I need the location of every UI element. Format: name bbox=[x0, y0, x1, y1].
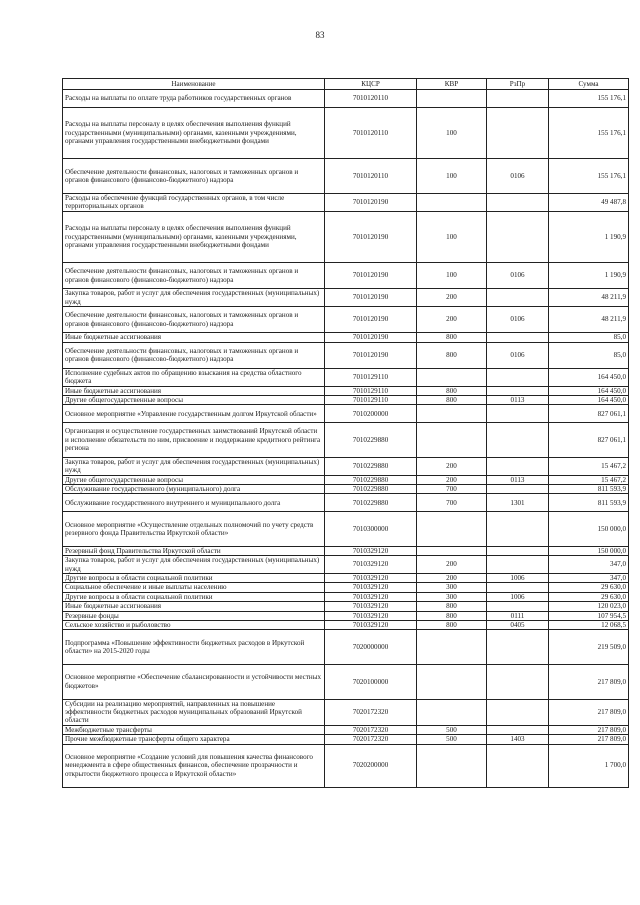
cell-sum: 48 211,9 bbox=[549, 306, 629, 332]
cell-name: Другие общегосударственные вопросы bbox=[63, 395, 325, 404]
table-row bbox=[63, 485, 629, 494]
cell-kcsr: 7010329120 bbox=[325, 583, 417, 592]
cell-kvr: 100 bbox=[417, 107, 487, 158]
table-row bbox=[63, 475, 629, 484]
table-row bbox=[63, 306, 629, 332]
cell-name: Расходы на выплаты по оплате труда работников государственных органов bbox=[63, 90, 325, 108]
cell-rzpr bbox=[487, 457, 549, 475]
cell-sum: 827 061,1 bbox=[549, 405, 629, 423]
cell-kcsr: 7010329120 bbox=[325, 556, 417, 574]
cell-rzpr bbox=[487, 289, 549, 307]
cell-name: Обеспечение деятельности финансовых, налоговых и таможенных органов и органов финансового (финансово-бюджетного) надзора bbox=[63, 342, 325, 368]
cell-sum: 811 593,9 bbox=[549, 494, 629, 512]
cell-rzpr: 1006 bbox=[487, 592, 549, 601]
cell-rzpr bbox=[487, 744, 549, 787]
cell-rzpr bbox=[487, 405, 549, 423]
cell-kcsr: 7010229880 bbox=[325, 457, 417, 475]
cell-kvr: 200 bbox=[417, 574, 487, 583]
cell-kvr: 300 bbox=[417, 583, 487, 592]
cell-kcsr: 7010329120 bbox=[325, 602, 417, 611]
cell-sum: 1 700,0 bbox=[549, 744, 629, 787]
cell-kvr: 800 bbox=[417, 395, 487, 404]
table-row bbox=[63, 289, 629, 307]
cell-sum: 85,0 bbox=[549, 342, 629, 368]
cell-name: Другие вопросы в области социальной политики bbox=[63, 592, 325, 601]
cell-rzpr bbox=[487, 699, 549, 725]
cell-sum: 164 450,0 bbox=[549, 368, 629, 386]
cell-kvr bbox=[417, 193, 487, 211]
cell-kcsr: 7010120190 bbox=[325, 289, 417, 307]
table-row bbox=[63, 735, 629, 744]
table-row bbox=[63, 457, 629, 475]
cell-name: Обеспечение деятельности финансовых, налоговых и таможенных органов и органов финансового (финансово-бюджетного) надзора bbox=[63, 159, 325, 194]
cell-name: Основное мероприятие «Создание условий для повышения качества финансового менеджмента в сфере общественных финансов, обеспечение прозрачности и открытости бюджетного процесса в Иркутской области» bbox=[63, 744, 325, 787]
cell-kvr bbox=[417, 744, 487, 787]
table-row bbox=[63, 583, 629, 592]
cell-kvr bbox=[417, 90, 487, 108]
cell-kvr bbox=[417, 405, 487, 423]
cell-kcsr: 7020100000 bbox=[325, 665, 417, 700]
cell-name: Резервные фонды bbox=[63, 611, 325, 620]
cell-sum: 49 487,8 bbox=[549, 193, 629, 211]
cell-name: Прочие межбюджетные трансферты общего характера bbox=[63, 735, 325, 744]
cell-sum: 347,0 bbox=[549, 556, 629, 574]
table-row bbox=[63, 107, 629, 158]
header-sum: Сумма bbox=[549, 79, 629, 90]
table-row bbox=[63, 602, 629, 611]
cell-kvr bbox=[417, 423, 487, 458]
cell-kcsr: 7010129110 bbox=[325, 386, 417, 395]
cell-name: Сельское хозяйство и рыболовство bbox=[63, 621, 325, 630]
cell-sum: 155 176,1 bbox=[549, 90, 629, 108]
cell-kcsr: 7010329120 bbox=[325, 621, 417, 630]
cell-kvr bbox=[417, 630, 487, 665]
table-row bbox=[63, 611, 629, 620]
cell-rzpr bbox=[487, 423, 549, 458]
cell-kvr bbox=[417, 665, 487, 700]
cell-sum: 150 000,0 bbox=[549, 512, 629, 547]
table-row bbox=[63, 574, 629, 583]
cell-kcsr: 7010329120 bbox=[325, 592, 417, 601]
cell-sum: 12 068,5 bbox=[549, 621, 629, 630]
cell-rzpr: 0106 bbox=[487, 306, 549, 332]
cell-rzpr bbox=[487, 556, 549, 574]
cell-kcsr: 7010120190 bbox=[325, 342, 417, 368]
cell-name: Обслуживание государственного внутреннего и муниципального долга bbox=[63, 494, 325, 512]
table-row bbox=[63, 630, 629, 665]
cell-sum: 827 061,1 bbox=[549, 423, 629, 458]
cell-rzpr bbox=[487, 368, 549, 386]
cell-sum: 217 809,0 bbox=[549, 735, 629, 744]
cell-kcsr: 7010120110 bbox=[325, 107, 417, 158]
cell-kcsr: 7010329120 bbox=[325, 546, 417, 555]
cell-kvr: 200 bbox=[417, 289, 487, 307]
cell-rzpr bbox=[487, 602, 549, 611]
cell-rzpr: 0106 bbox=[487, 342, 549, 368]
cell-kcsr: 7010229880 bbox=[325, 485, 417, 494]
cell-kcsr: 7020000000 bbox=[325, 630, 417, 665]
cell-sum: 150 000,0 bbox=[549, 546, 629, 555]
cell-sum: 164 450,0 bbox=[549, 386, 629, 395]
cell-name: Иные бюджетные ассигнования bbox=[63, 333, 325, 342]
table-row bbox=[63, 699, 629, 725]
cell-kvr: 800 bbox=[417, 342, 487, 368]
table-row bbox=[63, 592, 629, 601]
cell-rzpr bbox=[487, 90, 549, 108]
cell-name: Закупка товаров, работ и услуг для обеспечения государственных (муниципальных) нужд bbox=[63, 556, 325, 574]
cell-sum: 155 176,1 bbox=[549, 107, 629, 158]
cell-kvr bbox=[417, 546, 487, 555]
cell-kvr: 800 bbox=[417, 621, 487, 630]
cell-kvr bbox=[417, 699, 487, 725]
cell-sum: 85,0 bbox=[549, 333, 629, 342]
cell-rzpr bbox=[487, 107, 549, 158]
cell-rzpr: 0113 bbox=[487, 395, 549, 404]
table-row bbox=[63, 494, 629, 512]
cell-rzpr bbox=[487, 386, 549, 395]
cell-name: Социальное обеспечение и иные выплаты населению bbox=[63, 583, 325, 592]
cell-kvr: 100 bbox=[417, 159, 487, 194]
cell-kcsr: 7020200000 bbox=[325, 744, 417, 787]
cell-name: Субсидии на реализацию мероприятий, направленных на повышение эффективности бюджетных расходов муниципальных образований Иркутской области bbox=[63, 699, 325, 725]
cell-sum: 107 954,5 bbox=[549, 611, 629, 620]
cell-name: Основное мероприятие «Обеспечение сбалансированности и устойчивости местных бюджетов» bbox=[63, 665, 325, 700]
cell-name: Другие общегосударственные вопросы bbox=[63, 475, 325, 484]
cell-name: Расходы на выплаты персоналу в целях обеспечения выполнения функций государственными (муниципальными) органами, казенными учреждениями, органами управления государственными внебюджетными фондами bbox=[63, 211, 325, 262]
cell-kvr: 200 bbox=[417, 475, 487, 484]
cell-sum: 219 509,0 bbox=[549, 630, 629, 665]
table-row bbox=[63, 211, 629, 262]
table-row bbox=[63, 159, 629, 194]
cell-rzpr bbox=[487, 193, 549, 211]
cell-sum: 29 630,0 bbox=[549, 592, 629, 601]
cell-rzpr: 1006 bbox=[487, 574, 549, 583]
table-row bbox=[63, 193, 629, 211]
cell-name: Межбюджетные трансферты bbox=[63, 725, 325, 734]
cell-name: Другие вопросы в области социальной политики bbox=[63, 574, 325, 583]
cell-kcsr: 7010300000 bbox=[325, 512, 417, 547]
cell-name: Обеспечение деятельности финансовых, налоговых и таможенных органов и органов финансового (финансово-бюджетного) надзора bbox=[63, 262, 325, 288]
cell-rzpr bbox=[487, 485, 549, 494]
table-row bbox=[63, 665, 629, 700]
cell-kvr: 800 bbox=[417, 333, 487, 342]
header-name: Наименование bbox=[63, 79, 325, 90]
cell-kvr: 700 bbox=[417, 494, 487, 512]
table-row bbox=[63, 262, 629, 288]
table-row bbox=[63, 744, 629, 787]
cell-rzpr: 1301 bbox=[487, 494, 549, 512]
cell-kcsr: 7010120190 bbox=[325, 262, 417, 288]
cell-rzpr bbox=[487, 630, 549, 665]
cell-rzpr bbox=[487, 211, 549, 262]
cell-kvr: 500 bbox=[417, 735, 487, 744]
cell-sum: 811 593,9 bbox=[549, 485, 629, 494]
cell-kvr bbox=[417, 368, 487, 386]
cell-kvr: 800 bbox=[417, 611, 487, 620]
cell-rzpr: 0106 bbox=[487, 159, 549, 194]
cell-kcsr: 7010329120 bbox=[325, 611, 417, 620]
cell-rzpr: 0111 bbox=[487, 611, 549, 620]
table-row bbox=[63, 395, 629, 404]
cell-name: Обеспечение деятельности финансовых, налоговых и таможенных органов и органов финансового (финансово-бюджетного) надзора bbox=[63, 306, 325, 332]
cell-sum: 155 176,1 bbox=[549, 159, 629, 194]
table-row bbox=[63, 90, 629, 108]
page-number: 83 bbox=[315, 30, 325, 40]
cell-name: Иные бюджетные ассигнования bbox=[63, 386, 325, 395]
table-row bbox=[63, 405, 629, 423]
cell-rzpr: 0106 bbox=[487, 262, 549, 288]
table-row bbox=[63, 546, 629, 555]
cell-name: Закупка товаров, работ и услуг для обеспечения государственных (муниципальных) нужд bbox=[63, 289, 325, 307]
cell-rzpr bbox=[487, 583, 549, 592]
cell-sum: 347,0 bbox=[549, 574, 629, 583]
cell-rzpr bbox=[487, 665, 549, 700]
table-row bbox=[63, 386, 629, 395]
cell-kcsr: 7010120190 bbox=[325, 211, 417, 262]
cell-kvr: 800 bbox=[417, 602, 487, 611]
table-row bbox=[63, 725, 629, 734]
cell-kvr bbox=[417, 512, 487, 547]
table-row bbox=[63, 368, 629, 386]
cell-name: Иные бюджетные ассигнования bbox=[63, 602, 325, 611]
table-row bbox=[63, 423, 629, 458]
table-body bbox=[63, 90, 629, 788]
cell-name: Основное мероприятие «Управление государственным долгом Иркутской области» bbox=[63, 405, 325, 423]
cell-kcsr: 7020172320 bbox=[325, 699, 417, 725]
cell-kcsr: 7010120190 bbox=[325, 333, 417, 342]
cell-kcsr: 7010120190 bbox=[325, 306, 417, 332]
cell-kcsr: 7010229880 bbox=[325, 475, 417, 484]
cell-kcsr: 7010329120 bbox=[325, 574, 417, 583]
cell-name: Подпрограмма «Повышение эффективности бюджетных расходов в Иркутской области» на 2015-2020 годы bbox=[63, 630, 325, 665]
cell-rzpr: 0113 bbox=[487, 475, 549, 484]
cell-rzpr bbox=[487, 512, 549, 547]
cell-name: Расходы на выплаты персоналу в целях обеспечения выполнения функций государственными (муниципальными) органами, казенными учреждениями, органами управления государственными внебюджетными фондами bbox=[63, 107, 325, 158]
cell-kvr: 700 bbox=[417, 485, 487, 494]
cell-kcsr: 7010120110 bbox=[325, 90, 417, 108]
cell-name: Расходы на обеспечение функций государственных органов, в том числе территориальных органов bbox=[63, 193, 325, 211]
cell-kvr: 200 bbox=[417, 306, 487, 332]
cell-kvr: 100 bbox=[417, 211, 487, 262]
cell-kvr: 200 bbox=[417, 556, 487, 574]
cell-sum: 217 809,0 bbox=[549, 725, 629, 734]
cell-sum: 29 630,0 bbox=[549, 583, 629, 592]
cell-name: Основное мероприятие «Осуществление отдельных полномочий по учету средств резервного фонда Правительства Иркутской области» bbox=[63, 512, 325, 547]
cell-kcsr: 7010120110 bbox=[325, 159, 417, 194]
cell-sum: 164 450,0 bbox=[549, 395, 629, 404]
cell-kcsr: 7010200000 bbox=[325, 405, 417, 423]
cell-rzpr bbox=[487, 725, 549, 734]
header-kvr: КВР bbox=[417, 79, 487, 90]
cell-sum: 217 809,0 bbox=[549, 665, 629, 700]
cell-kvr: 800 bbox=[417, 386, 487, 395]
cell-sum: 48 211,9 bbox=[549, 289, 629, 307]
cell-kcsr: 7010129110 bbox=[325, 368, 417, 386]
cell-kcsr: 7010120190 bbox=[325, 193, 417, 211]
cell-kcsr: 7010129110 bbox=[325, 395, 417, 404]
cell-name: Организация и осуществление государственных заимствований Иркутской области и исполнение обязательств по ним, присвоение и поддержание кредитного рейтинга региона bbox=[63, 423, 325, 458]
cell-rzpr: 0405 bbox=[487, 621, 549, 630]
cell-kvr: 100 bbox=[417, 262, 487, 288]
cell-kvr: 500 bbox=[417, 725, 487, 734]
cell-sum: 1 190,9 bbox=[549, 211, 629, 262]
table-row bbox=[63, 342, 629, 368]
cell-kcsr: 7010229880 bbox=[325, 494, 417, 512]
table-row bbox=[63, 333, 629, 342]
cell-kcsr: 7010229880 bbox=[325, 423, 417, 458]
cell-kvr: 300 bbox=[417, 592, 487, 601]
cell-kvr: 200 bbox=[417, 457, 487, 475]
cell-kcsr: 7020172320 bbox=[325, 725, 417, 734]
table-row bbox=[63, 556, 629, 574]
cell-rzpr bbox=[487, 546, 549, 555]
cell-name: Резервный фонд Правительства Иркутской области bbox=[63, 546, 325, 555]
cell-sum: 15 467,2 bbox=[549, 475, 629, 484]
table-header-row bbox=[63, 79, 629, 90]
table-row bbox=[63, 621, 629, 630]
cell-rzpr: 1403 bbox=[487, 735, 549, 744]
cell-name: Закупка товаров, работ и услуг для обеспечения государственных (муниципальных) нужд bbox=[63, 457, 325, 475]
cell-name: Обслуживание государственного (муниципального) долга bbox=[63, 485, 325, 494]
cell-name: Исполнение судебных актов по обращению взыскания на средства областного бюджета bbox=[63, 368, 325, 386]
cell-kcsr: 7020172320 bbox=[325, 735, 417, 744]
cell-sum: 1 190,9 bbox=[549, 262, 629, 288]
budget-table bbox=[62, 78, 629, 788]
cell-sum: 15 467,2 bbox=[549, 457, 629, 475]
header-kcsr: КЦСР bbox=[325, 79, 417, 90]
cell-sum: 120 023,0 bbox=[549, 602, 629, 611]
cell-sum: 217 809,0 bbox=[549, 699, 629, 725]
table-row bbox=[63, 512, 629, 547]
cell-rzpr bbox=[487, 333, 549, 342]
header-rzpr: РзПр bbox=[487, 79, 549, 90]
